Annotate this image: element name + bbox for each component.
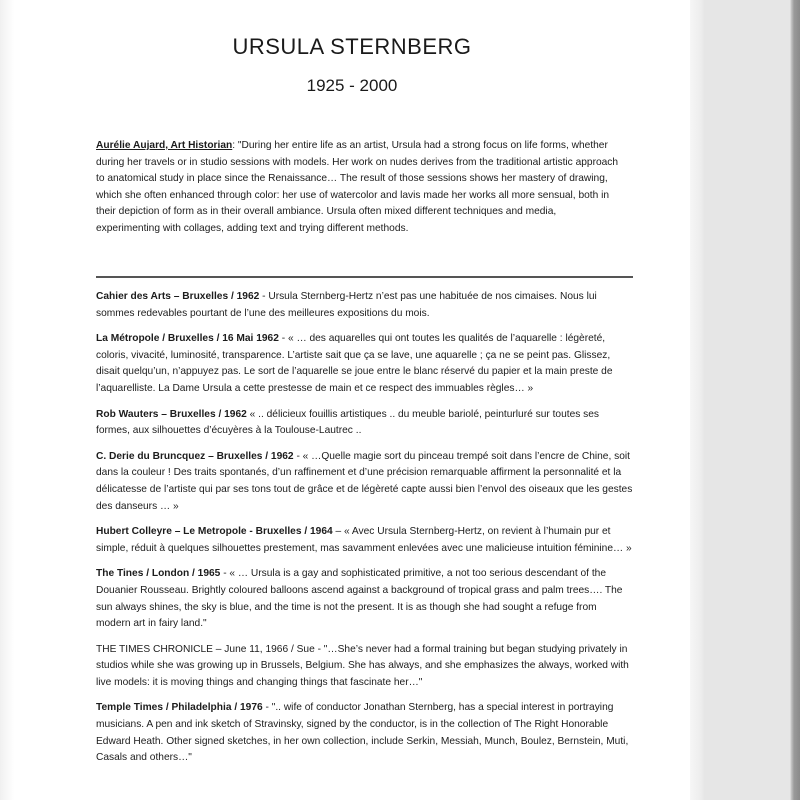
- viewer-scroll-gutter[interactable]: [690, 0, 800, 800]
- review-source: Rob Wauters – Bruxelles / 1962: [96, 408, 247, 420]
- document-years: 1925 - 2000: [306, 76, 398, 95]
- review-text: « .. délicieux fouillis artistiques .. du meuble bariolé, peinturluré sur toutes ses formes, aux silhouettes d’écuyères à la Toulouse-Lautrec ..: [96, 408, 600, 437]
- review-source: THE TIMES CHRONICLE – June 11, 1966 / Sue: [96, 643, 315, 655]
- review-source: Cahier des Arts – Bruxelles / 1962: [96, 291, 260, 302]
- press-review: [96, 331, 633, 397]
- section-divider: [96, 276, 633, 278]
- intro-author: Aurélie Aujard, Art Historian: [96, 140, 233, 151]
- page-left-edge: [0, 0, 14, 800]
- review-text: - Ursula Sternberg-Hertz n’est pas une habituée de nos cimaises. Nous lui sommes redevables pourtant de l’une des meilleures expositions du mois.: [96, 291, 597, 319]
- review-text: – « Avec Ursula Sternberg-Hertz, on revient à l’humain pur et simple, réduit à quelques silhouettes prestement, mas savamment enlevées avec une malicieuse intuition féminine… »: [96, 526, 632, 554]
- press-review: [96, 700, 633, 766]
- press-reviews-list: [96, 289, 633, 776]
- review-text: - "…She’s never had a formal training but began studying privately in studios while she was growing up in Brussels, Belgium. She has always, and she emphasizes the always, worked with live models: it is moving things and changing things that fascinate her…": [96, 643, 629, 688]
- review-text: - ".. wife of conductor Jonathan Sternberg, has a special interest in portraying musicians. A pen and ink sketch of Stravinsky, signed by the conductor, is in the collection of The Right Honorable Edward Heath. Other signed sketches, in her own collection, include Serkin, Messiah, Munch, Boulez, Bernstein, Muti, Casals and others…": [96, 702, 629, 764]
- review-source: Temple Times / Philadelphia / 1976: [96, 702, 263, 714]
- press-review: [96, 566, 633, 632]
- press-review: [96, 642, 633, 692]
- document-title: URSULA STERNBERG: [232, 34, 472, 59]
- review-source: The Tines / London / 1965: [96, 568, 221, 580]
- review-source: La Métropole / Bruxelles / 16 Mai 1962: [96, 333, 279, 345]
- intro-text: : "During her entire life as an artist, Ursula had a strong focus on life forms, whether during her travels or in studio sessions with models. Her work on nudes derives from the traditional artistic approach to anatomical study in place since the Renaissance… The result of those sessions shows her mastery of drawing, which she often enhanced through color: her use of watercolor and lavis made her works all more sensual, both in their depiction of form as in their overall ambiance. Ursula often mixed different techniques and media, experimenting with collages, adding text and trying different methods.: [96, 140, 619, 234]
- review-text: - « … Ursula is a gay and sophisticated primitive, a not too serious descendant of the Douanier Rousseau. Brightly coloured balloons ascend against a background of tropical grass and palm trees…. The sun always shines, the sky is blue, and the time is not the present. It is as though she had sought a refuge from modern art in fairy land.": [96, 568, 623, 630]
- review-source: C. Derie du Bruncquez – Bruxelles / 1962: [96, 450, 294, 462]
- press-review: [96, 407, 633, 440]
- intro-paragraph: [96, 138, 621, 238]
- review-text: - « … des aquarelles qui ont toutes les qualités de l’aquarelle : légèreté, coloris, vivacité, luminosité, transparence. L’artiste sait que ça se lave, une aquarelle ; ça ne se peint pas. Glissez, disait quelqu’un, n’appuyez pas. Le sort de l’aquarelle se joue entre le blanc réservé du papier et la main preste de l’aquarelliste. La Dame Ursula a cette prestesse de main et ce respect des immuables règles… »: [96, 333, 613, 394]
- review-source: Hubert Colleyre – Le Metropole - Bruxelles / 1964: [96, 526, 333, 538]
- press-review: [96, 449, 633, 515]
- press-review: [96, 524, 633, 557]
- review-text: - « …Quelle magie sort du pinceau trempé soit dans l’encre de Chine, soit dans la couleur ! Des traits spontanés, d’un raffinement et d’une précision remarquable affirment la personnalité et la délicatesse de l’artiste qui par ses tons tout de grâce et de légèreté capte aussi bien l’envol des oiseaux que les gestes des danseurs … »: [96, 450, 633, 512]
- press-review: [96, 289, 633, 322]
- document-page: [14, 0, 690, 800]
